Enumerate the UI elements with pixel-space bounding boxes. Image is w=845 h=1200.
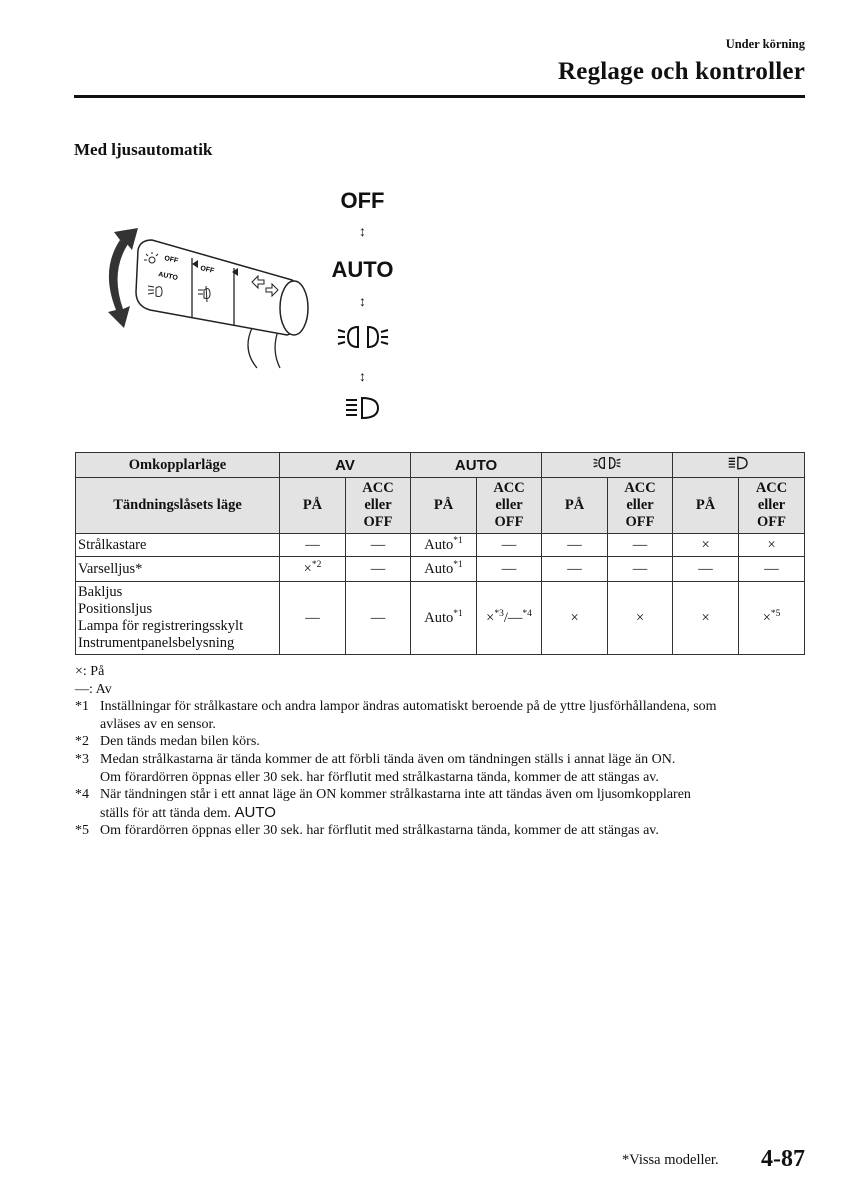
table-cell: ×	[673, 534, 739, 557]
sequence-arrow: ↕	[359, 368, 366, 384]
page-number: 4-87	[761, 1146, 805, 1172]
table-cell: —	[542, 534, 608, 557]
ignition-on: PÅ	[542, 478, 608, 534]
models-footnote: *Vissa modeller.	[622, 1152, 719, 1168]
footnote-item: *5 Om förardörren öppnas eller 30 sek. har förflutit med strålkastarna tända, kommer de att stängas av.	[75, 823, 659, 839]
footnote-item: *3 Medan strålkastarna är tända kommer de att förbli tända även om tändningen ställs i annat läge än ON. Om förardörren öppnas eller 30 sek. har förflutit med strålkastarna tända, kommer de att stängas av.	[75, 751, 676, 785]
table-cell: —	[608, 557, 673, 582]
lever-auto-label: AUTO	[157, 271, 179, 283]
row-label: Varselljus*	[76, 557, 280, 582]
table-cell: —	[477, 534, 542, 557]
table-cell: ×$^{*2}$	[280, 557, 346, 582]
footnote-item: *1 Inställningar för strålkastare och andra lampor ändras automatiskt beroende på de yttre ljusförhållandena, som avläses av en sensor.	[75, 699, 717, 732]
table-cell: Auto$^{*1}$	[411, 534, 477, 557]
ignition-acc-off: ACC eller OFF	[477, 478, 542, 534]
subheading: Med ljusautomatik	[74, 140, 213, 159]
footnote-item: *4 När tändningen står i ett annat läge än ON kommer strålkastarna inte att tändas även om ljusomkopplaren ställs för att tända dem. AUTO	[75, 787, 691, 821]
table-cell: Auto$^{*1}$	[411, 557, 477, 582]
title-rule	[74, 95, 805, 98]
table-cell: ×	[739, 534, 805, 557]
table-cell: ×	[673, 582, 739, 655]
table-cell: —	[346, 534, 411, 557]
row-label: Bakljus Positionsljus Lampa för registreringsskylt Instrumentpanelsbelysning	[76, 582, 280, 655]
table-cell: —	[673, 557, 739, 582]
table-cell: —	[346, 557, 411, 582]
ignition-header: Tändningslåsets läge	[76, 478, 280, 534]
sequence-arrow: ↕	[359, 223, 366, 239]
sequence-off-label: OFF	[340, 188, 385, 213]
table-cell: —	[280, 534, 346, 557]
lever-fog-off-label: OFF	[199, 265, 215, 275]
table-notes	[75, 663, 810, 840]
section-kicker: Under körning	[725, 37, 805, 51]
sequence-auto-label: AUTO	[331, 257, 394, 282]
table-cell: ×$^{*5}$	[739, 582, 805, 655]
footnote-item: *2 Den tänds medan bilen körs.	[75, 734, 260, 750]
light-switch-lever-illustration	[92, 210, 322, 370]
position-headlights	[673, 453, 805, 478]
headlights-icon	[344, 394, 384, 422]
page-title: Reglage och kontroller	[558, 58, 805, 85]
parking-lights-icon	[590, 455, 624, 471]
position-auto: AUTO	[411, 453, 542, 478]
legend-item: ×: På	[75, 664, 105, 679]
table-cell: ×$^{*3}$/—$^{*4}$	[477, 582, 542, 655]
ignition-on: PÅ	[280, 478, 346, 534]
headlights-icon	[727, 455, 751, 471]
table-cell: —	[280, 582, 346, 655]
ignition-acc-off: ACC eller OFF	[608, 478, 673, 534]
table-cell: Auto$^{*1}$	[411, 582, 477, 655]
light-switch-table	[75, 452, 805, 655]
table-row	[76, 534, 805, 557]
table-row	[76, 582, 805, 655]
position-parking-lights	[542, 453, 673, 478]
ignition-on: PÅ	[673, 478, 739, 534]
ignition-acc-off: ACC eller OFF	[739, 478, 805, 534]
light-rotate-arrow-icon	[108, 228, 138, 328]
parking-lights-icon	[336, 322, 390, 352]
sequence-arrow: ↕	[359, 293, 366, 309]
switch-position-header: Omkopplarläge	[76, 453, 280, 478]
legend-item: —: Av	[75, 681, 112, 697]
table-cell: —	[346, 582, 411, 655]
position-av: AV	[280, 453, 411, 478]
table-cell: —	[542, 557, 608, 582]
ignition-acc-off: ACC eller OFF	[346, 478, 411, 534]
table-cell: ×	[608, 582, 673, 655]
table-cell: —	[477, 557, 542, 582]
ignition-on: PÅ	[411, 478, 477, 534]
table-row	[76, 557, 805, 582]
lever-off-label: OFF	[163, 255, 179, 265]
table-cell: —	[608, 534, 673, 557]
table-cell: ×	[542, 582, 608, 655]
row-label: Strålkastare	[76, 534, 280, 557]
table-cell: —	[739, 557, 805, 582]
